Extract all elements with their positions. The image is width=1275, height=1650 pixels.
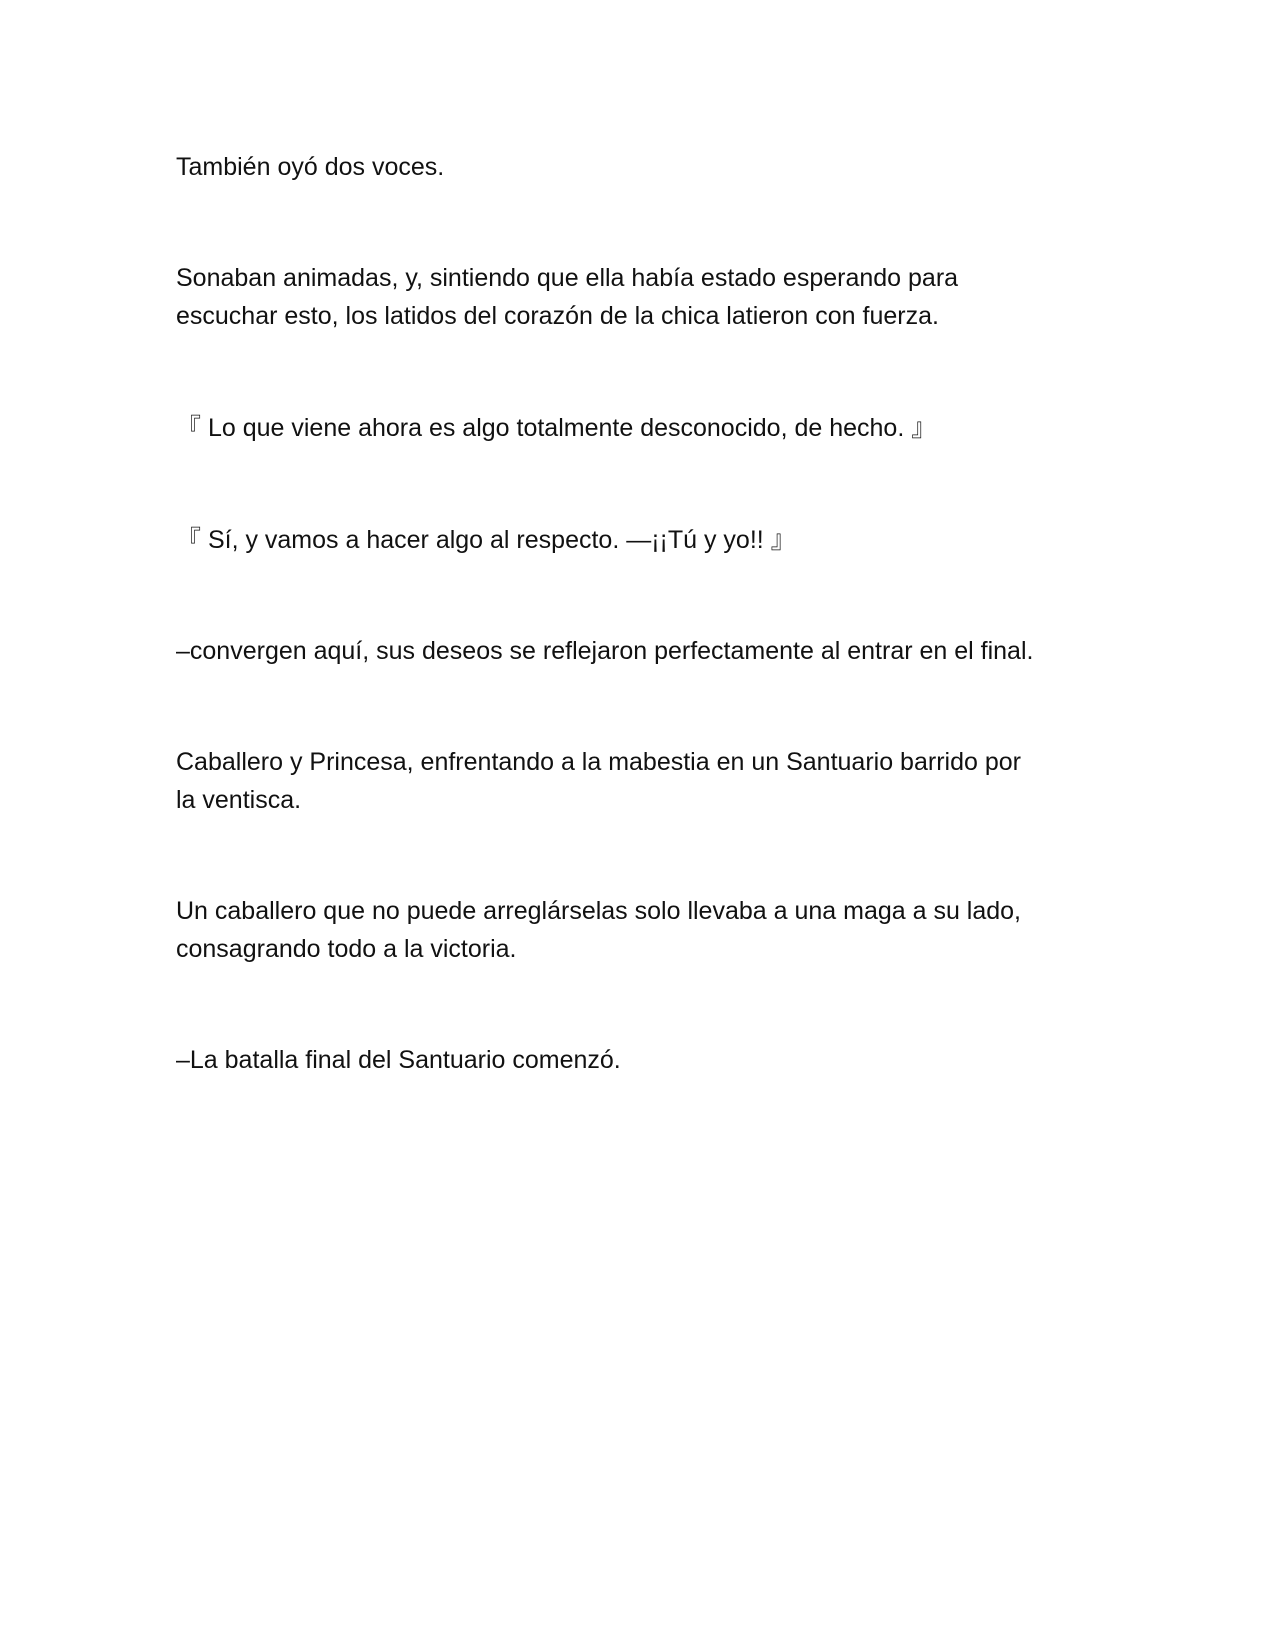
paragraph-line: 『 Sí, y vamos a hacer algo al respecto. —¡¡Tú y yo!! 』 bbox=[176, 526, 796, 554]
paragraph-line: –La batalla final del Santuario comenzó. bbox=[176, 1046, 621, 1074]
paragraph-6 bbox=[176, 743, 1106, 819]
paragraph-2 bbox=[176, 259, 1106, 335]
dialogue-line-1 bbox=[176, 409, 1106, 447]
dialogue-line-2 bbox=[176, 521, 1106, 559]
paragraph-line: consagrando todo a la victoria. bbox=[176, 935, 517, 963]
paragraph-line: –convergen aquí, sus deseos se reflejaron perfectamente al entrar en el final. bbox=[176, 637, 1034, 665]
paragraph-8 bbox=[176, 1041, 1106, 1079]
paragraph-line: Sonaban animadas, y, sintiendo que ella había estado esperando para bbox=[176, 264, 959, 292]
paragraph-7 bbox=[176, 892, 1106, 968]
paragraph-line: Un caballero que no puede arreglárselas solo llevaba a una maga a su lado, bbox=[176, 897, 1022, 925]
paragraph-line: Caballero y Princesa, enfrentando a la mabestia en un Santuario barrido por bbox=[176, 748, 1021, 776]
paragraph-1 bbox=[176, 148, 1106, 186]
paragraph-line: la ventisca. bbox=[176, 786, 302, 814]
paragraph-line: escuchar esto, los latidos del corazón de la chica latieron con fuerza. bbox=[176, 302, 939, 330]
paragraph-5 bbox=[176, 632, 1106, 670]
paragraph-line: También oyó dos voces. bbox=[176, 153, 445, 181]
paragraph-line: 『 Lo que viene ahora es algo totalmente desconocido, de hecho. 』 bbox=[176, 414, 937, 442]
